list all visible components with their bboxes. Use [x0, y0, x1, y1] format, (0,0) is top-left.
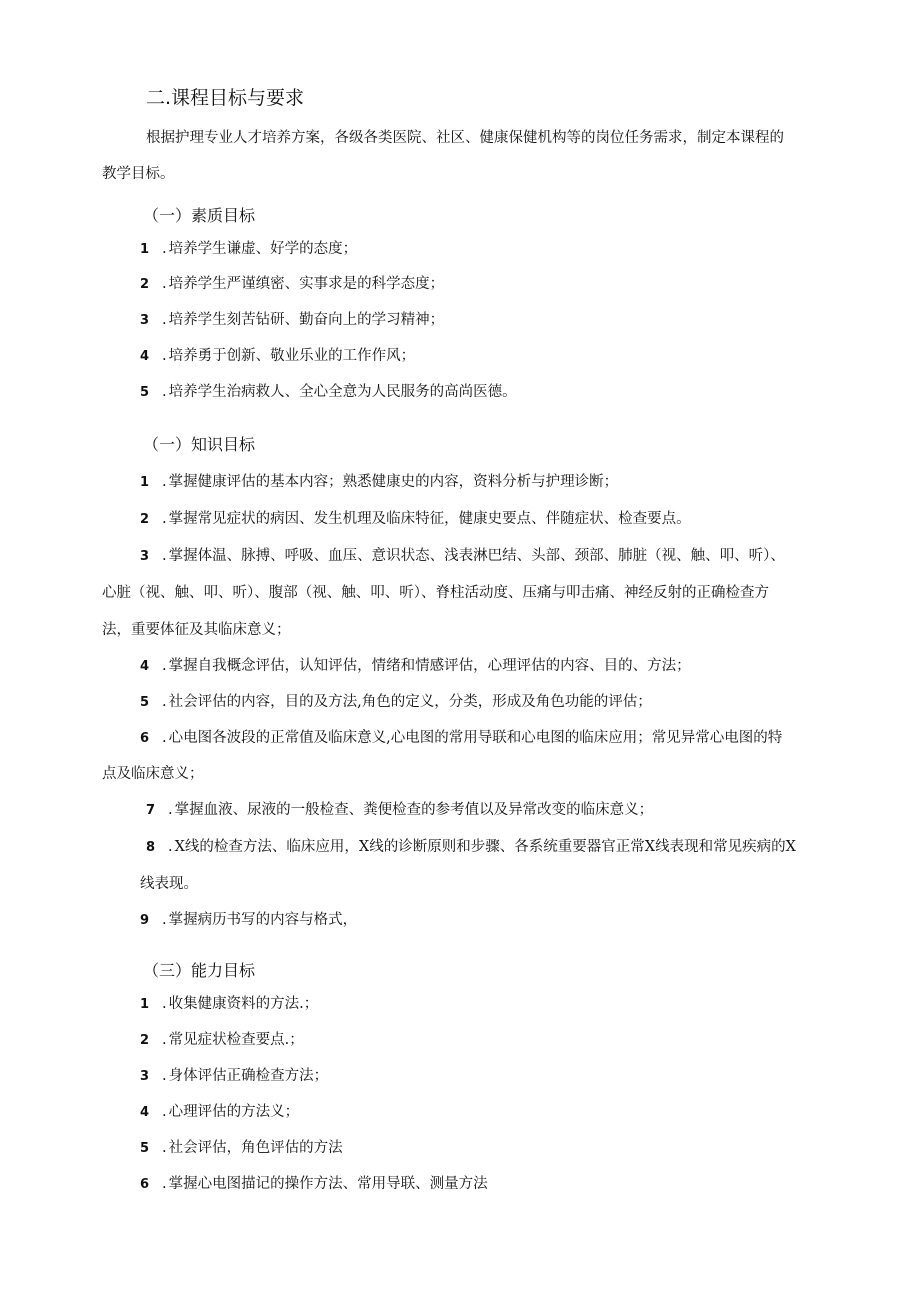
item-text: 心理评估的方法义；: [168, 1104, 300, 1120]
list-item: 3 . 掌握体温、脉搏、呼吸、血压、意识状态、浅表淋巴结、头部、颈部、肺脏（视、触、叩、听）、: [140, 546, 785, 567]
item-text: 培养学生刻苦钻研、勤奋向上的学习精神；: [168, 312, 445, 328]
item-number: 8: [146, 840, 156, 855]
item-text: 掌握健康评估的基本内容；熟悉健康史的内容，资料分析与护理诊断；: [168, 474, 619, 490]
list-item: 2 . 掌握常见症状的病因、发生机理及临床特征，健康史要点、伴随症状、检查要点。: [140, 509, 691, 530]
item-number: 1: [140, 997, 150, 1012]
item-number: 1: [140, 475, 150, 490]
intro-paragraph-line-1: 根据护理专业人才培养方案，各级各类医院、社区、健康保健机构等的岗位任务需求，制定本课程的: [146, 130, 784, 146]
item-number: 4: [140, 1105, 150, 1120]
item-text: 培养勇于创新、敬业乐业的工作作风；: [168, 348, 416, 364]
item-number: 3: [140, 1069, 150, 1084]
item-text: 掌握常见症状的病因、发生机理及临床特征，健康史要点、伴随症状、检查要点。: [168, 511, 691, 527]
list-item-continuation: 法，重要体征及其临床意义；: [102, 622, 291, 638]
item-text: 掌握血液、尿液的一般检查、粪便检查的参考值以及异常改变的临床意义；: [174, 802, 654, 818]
list-item: 4 . 掌握自我概念评估，认知评估，情绪和情感评估，心理评估的内容、目的、方法；: [140, 656, 691, 677]
item-number: 5: [140, 695, 150, 710]
item-number: 2: [140, 277, 150, 292]
item-number: 4: [140, 659, 150, 674]
list-item: 3 . 培养学生刻苦钻研、勤奋向上的学习精神；: [140, 310, 444, 331]
item-text: 掌握病历书写的内容与格式，: [168, 912, 358, 928]
list-item: 1 . 培养学生谦虚、好学的态度；: [140, 239, 357, 260]
list-item: 6 . 掌握心电图描记的操作方法、常用导联、测量方法: [140, 1174, 488, 1195]
list-item: 6 . 心电图各波段的正常值及临床意义,心电图的常用导联和心电图的临床应用；常见异常心电图的特: [140, 728, 782, 749]
list-item: 7 . 掌握血液、尿液的一般检查、粪便检查的参考值以及异常改变的临床意义；: [146, 800, 653, 821]
item-number: 9: [140, 913, 150, 928]
list-item: 4 . 心理评估的方法义；: [140, 1102, 299, 1123]
item-text: 掌握自我概念评估，认知评估，情绪和情感评估，心理评估的内容、目的、方法；: [168, 658, 691, 674]
item-text: 社会评估，角色评估的方法: [168, 1140, 343, 1156]
item-text: 培养学生严谨缜密、实事求是的科学态度；: [168, 276, 445, 292]
item-number: 5: [140, 385, 150, 400]
item-number: 7: [146, 803, 156, 818]
item-text: 社会评估的内容，目的及方法,角色的定义，分类，形成及角色功能的评估；: [168, 694, 652, 710]
list-item: 5 . 社会评估，角色评估的方法: [140, 1138, 343, 1159]
item-text: 收集健康资料的方法.；: [168, 996, 319, 1012]
item-text: 培养学生治病救人、全心全意为人民服务的高尚医德。: [168, 384, 517, 400]
list-item: 2 . 培养学生严谨缜密、实事求是的科学态度；: [140, 274, 444, 295]
list-item: 8 . X线的检查方法、临床应用，X线的诊断原则和步骤、各系统重要器官正常X线表现和常见疾病的X: [146, 837, 796, 858]
item-text: X线的检查方法、临床应用，X线的诊断原则和步骤、各系统重要器官正常X线表现和常见疾病的X: [174, 839, 796, 855]
item-text: 常见症状检查要点.；: [168, 1032, 304, 1048]
section-title: 二.课程目标与要求: [146, 87, 305, 109]
item-number: 6: [140, 731, 150, 746]
item-number: 2: [140, 512, 150, 527]
item-text: 培养学生谦虚、好学的态度；: [168, 241, 358, 257]
ability-goals-heading: （三）能力目标: [143, 961, 256, 980]
list-item: 1 . 收集健康资料的方法.；: [140, 994, 318, 1015]
item-number: 2: [140, 1033, 150, 1048]
quality-goals-heading: （一）素质目标: [143, 206, 256, 225]
item-number: 5: [140, 1141, 150, 1156]
list-item-continuation: 心脏（视、触、叩、听）、腹部（视、触、叩、听）、脊柱活动度、压痛与叩击痛、神经反射的正确检查方: [102, 585, 769, 601]
list-item: 1 . 掌握健康评估的基本内容；熟悉健康史的内容，资料分析与护理诊断；: [140, 472, 618, 493]
item-text: 掌握心电图描记的操作方法、常用导联、测量方法: [168, 1176, 488, 1192]
item-number: 4: [140, 349, 150, 364]
list-item-continuation: 点及临床意义；: [102, 766, 204, 782]
list-item: 4 . 培养勇于创新、敬业乐业的工作作风；: [140, 346, 415, 367]
list-item-continuation: 线表现。: [140, 876, 198, 892]
list-item: 3 . 身体评估正确检查方法；: [140, 1066, 328, 1087]
item-number: 1: [140, 242, 150, 257]
item-text: 心电图各波段的正常值及临床意义,心电图的常用导联和心电图的临床应用；常见异常心电图的特: [168, 730, 783, 746]
item-number: 6: [140, 1177, 150, 1192]
item-text: 身体评估正确检查方法；: [168, 1068, 329, 1084]
list-item: 5 . 培养学生治病救人、全心全意为人民服务的高尚医德。: [140, 382, 517, 403]
knowledge-goals-heading: （一）知识目标: [143, 435, 256, 454]
item-number: 3: [140, 313, 150, 328]
list-item: 5 . 社会评估的内容，目的及方法,角色的定义，分类，形成及角色功能的评估；: [140, 692, 652, 713]
item-text: 掌握体温、脉搏、呼吸、血压、意识状态、浅表淋巴结、头部、颈部、肺脏（视、触、叩、听）、: [168, 548, 785, 564]
list-item: 2 . 常见症状检查要点.；: [140, 1030, 304, 1051]
intro-paragraph-line-2: 教学目标。: [102, 166, 175, 182]
item-number: 3: [140, 549, 150, 564]
list-item: 9 . 掌握病历书写的内容与格式，: [140, 910, 357, 931]
